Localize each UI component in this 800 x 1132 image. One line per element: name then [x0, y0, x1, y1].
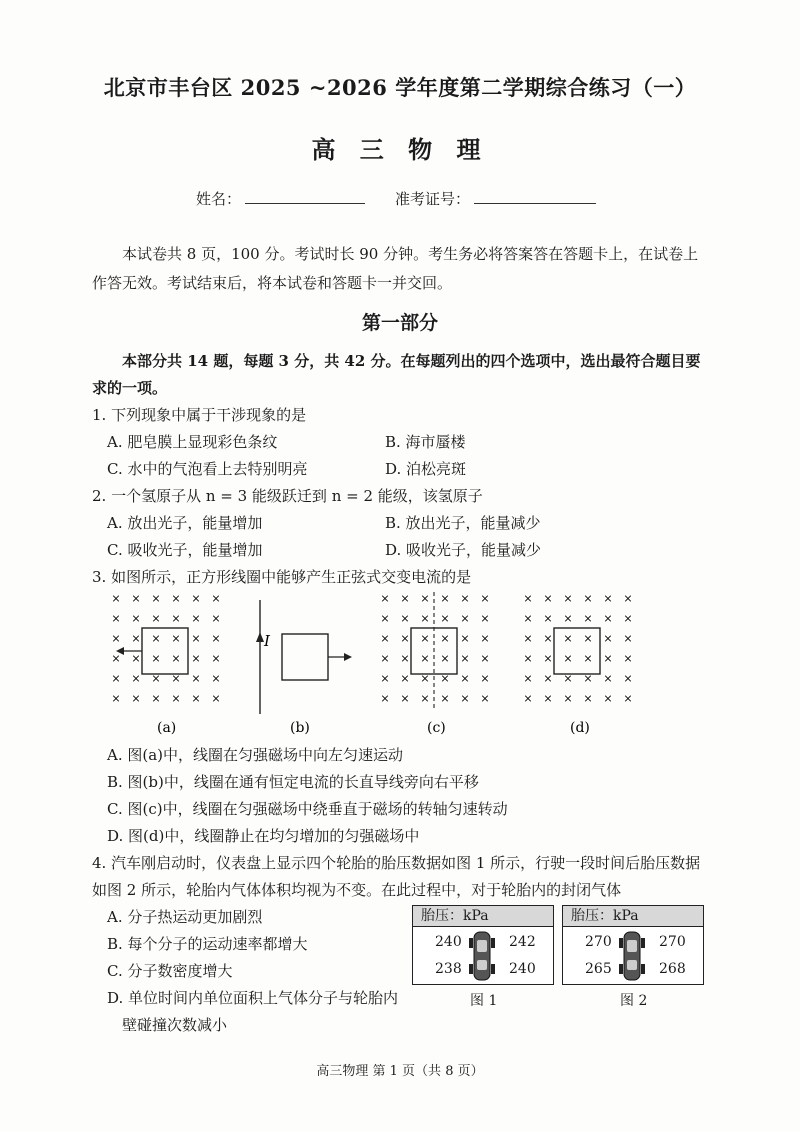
q3-option-d: D. 图(d)中，线圈静止在均匀增加的匀强磁场中 [107, 827, 420, 845]
field-mark: × [191, 672, 201, 685]
field-mark: × [440, 652, 450, 665]
field-mark: × [380, 632, 390, 645]
q1-option-c: C. 水中的气泡看上去特别明亮 [107, 460, 308, 478]
figure-d [523, 592, 632, 705]
fig-label-d: (d) [570, 720, 590, 736]
field-mark: × [480, 632, 490, 645]
fig1-caption: 图 1 [470, 993, 498, 1009]
id-field [395, 188, 596, 209]
field-mark: × [603, 632, 613, 645]
q3-option-b: B. 图(b)中，线圈在通有恒定电流的长直导线旁向右平移 [107, 773, 479, 791]
fig-label-a: (a) [157, 720, 177, 736]
field-mark: × [523, 632, 533, 645]
field-mark: × [583, 692, 593, 705]
coil-b [282, 634, 328, 680]
field-mark: × [460, 632, 470, 645]
field-mark: × [151, 692, 161, 705]
field-mark: × [480, 672, 490, 685]
field-mark: × [623, 692, 633, 705]
figure-b [256, 600, 352, 714]
fig2-caption: 图 2 [620, 993, 648, 1009]
field-mark: × [191, 592, 201, 605]
field-mark: × [111, 612, 121, 625]
field-mark: × [400, 632, 410, 645]
field-mark: × [623, 592, 633, 605]
field-mark: × [400, 592, 410, 605]
subject-title: 高 三 物 理 [311, 135, 489, 164]
field-mark: × [603, 592, 613, 605]
id-label: 准考证号： [395, 190, 471, 208]
q2-stem: 2. 一个氢原子从 n = 3 能级跃迁到 n = 2 能级，该氢原子 [92, 487, 483, 505]
field-mark: × [523, 652, 533, 665]
field-mark: × [131, 672, 141, 685]
field-mark: × [623, 632, 633, 645]
q2-option-b: B. 放出光子，能量减少 [385, 514, 541, 532]
field-mark: × [460, 672, 470, 685]
field-mark: × [623, 672, 633, 685]
field-mark: × [603, 652, 613, 665]
fig2-front-right: 270 [659, 934, 686, 950]
field-mark: × [563, 672, 573, 685]
field-mark: × [440, 612, 450, 625]
q4-option-c: C. 分子数密度增大 [107, 962, 233, 980]
field-mark: × [563, 652, 573, 665]
field-mark: × [583, 632, 593, 645]
field-mark: × [543, 672, 553, 685]
square-coil [142, 628, 188, 674]
field-mark: × [171, 652, 181, 665]
field-mark: × [603, 692, 613, 705]
fig-label-c: (c) [427, 720, 446, 736]
field-mark: × [380, 672, 390, 685]
field-mark: × [400, 672, 410, 685]
field-mark: × [440, 632, 450, 645]
field-mark: × [171, 692, 181, 705]
field-mark: × [380, 612, 390, 625]
field-mark: × [380, 692, 390, 705]
q1-option-b: B. 海市蜃楼 [385, 433, 466, 451]
field-mark: × [583, 652, 593, 665]
field-mark: × [603, 672, 613, 685]
field-mark: × [480, 652, 490, 665]
field-mark: × [211, 672, 221, 685]
car-icon [619, 930, 645, 982]
field-mark: × [380, 652, 390, 665]
q2-option-d: D. 吸收光子，能量减少 [385, 541, 542, 559]
fig2-rear-right: 268 [659, 961, 686, 977]
q1-option-d: D. 泊松亮斑 [385, 460, 467, 478]
field-mark: × [111, 692, 121, 705]
fig1-rear-left: 238 [435, 961, 462, 977]
q4-option-d-cont: 壁碰撞次数减小 [122, 1016, 228, 1034]
field-mark: × [151, 592, 161, 605]
tire-pressure-panel-1 [412, 905, 554, 985]
q4-option-a: A. 分子热运动更加剧烈 [107, 908, 263, 926]
field-mark: × [543, 632, 553, 645]
gauge-title-2: 胎压：kPa [563, 906, 703, 927]
field-mark: × [111, 632, 121, 645]
field-mark: × [480, 692, 490, 705]
field-mark: × [623, 612, 633, 625]
field-mark: × [211, 612, 221, 625]
field-mark: × [583, 612, 593, 625]
q3-option-c: C. 图(c)中，线圈在匀强磁场中绕垂直于磁场的转轴匀速转动 [107, 800, 508, 818]
field-mark: × [440, 592, 450, 605]
field-mark: × [111, 672, 121, 685]
q4-option-b: B. 每个分子的运动速率都增大 [107, 935, 308, 953]
field-mark: × [543, 652, 553, 665]
field-mark: × [543, 592, 553, 605]
fig-label-b: (b) [290, 720, 310, 736]
field-mark: × [563, 592, 573, 605]
exam-notice: 本试卷共 8 页，100 分。考试时长 90 分钟。考生务必将答案答在答题卡上，在试卷上作答无效。考试结束后，将本试卷和答题卡一并交回。 [92, 245, 699, 292]
field-mark: × [420, 612, 430, 625]
field-mark: × [111, 592, 121, 605]
field-mark: × [211, 652, 221, 665]
field-mark: × [171, 672, 181, 685]
field-mark: × [480, 612, 490, 625]
field-mark: × [460, 652, 470, 665]
field-mark: × [131, 612, 141, 625]
q1-option-a: A. 肥皂膜上显现彩色条纹 [107, 433, 278, 451]
field-mark: × [563, 692, 573, 705]
field-mark: × [523, 592, 533, 605]
field-mark: × [460, 592, 470, 605]
field-mark: × [400, 652, 410, 665]
fig2-rear-left: 265 [585, 961, 612, 977]
q2-option-a: A. 放出光子，能量增加 [107, 514, 263, 532]
q3-figures [100, 590, 660, 740]
field-mark: × [583, 592, 593, 605]
field-mark: × [460, 612, 470, 625]
field-mark: × [400, 612, 410, 625]
current-label: I [264, 632, 270, 650]
fig1-rear-right: 240 [509, 961, 536, 977]
square-coil [554, 628, 600, 674]
q4-stem-line1: 4. 汽车刚启动时，仪表盘上显示四个轮胎的胎压数据如图 1 所示，行驶一段时间后胎压数据 [92, 854, 701, 872]
field-mark: × [603, 612, 613, 625]
field-mark: × [480, 592, 490, 605]
page-footer: 高三物理 第 1 页（共 8 页） [316, 1064, 484, 1079]
field-mark: × [583, 672, 593, 685]
field-mark: × [440, 692, 450, 705]
fig1-front-right: 242 [509, 934, 536, 950]
field-mark: × [211, 632, 221, 645]
field-mark: × [151, 652, 161, 665]
field-mark: × [171, 612, 181, 625]
field-mark: × [191, 612, 201, 625]
field-mark: × [151, 672, 161, 685]
field-mark: × [523, 672, 533, 685]
name-field [196, 188, 365, 209]
field-mark: × [420, 672, 430, 685]
q4-option-d: D. 单位时间内单位面积上气体分子与轮胎内 [107, 989, 399, 1007]
name-label: 姓名： [196, 190, 242, 208]
id-blank [474, 189, 596, 204]
q1-stem: 1. 下列现象中属于干涉现象的是 [92, 406, 307, 424]
field-mark: × [111, 652, 121, 665]
q2-option-c: C. 吸收光子，能量增加 [107, 541, 263, 559]
gauge-title-1: 胎压：kPa [413, 906, 553, 927]
field-mark: × [523, 692, 533, 705]
field-mark: × [563, 612, 573, 625]
field-mark: × [191, 692, 201, 705]
field-mark: × [191, 652, 201, 665]
field-mark: × [440, 672, 450, 685]
section-title: 第一部分 [361, 312, 438, 334]
field-mark: × [623, 652, 633, 665]
field-mark: × [563, 632, 573, 645]
field-mark: × [171, 632, 181, 645]
field-mark: × [191, 632, 201, 645]
field-mark: × [131, 692, 141, 705]
field-mark: × [171, 592, 181, 605]
field-mark: × [543, 692, 553, 705]
tire-pressure-panel-2 [562, 905, 704, 985]
field-mark: × [380, 592, 390, 605]
field-mark: × [131, 632, 141, 645]
field-mark: × [543, 612, 553, 625]
field-mark: × [420, 652, 430, 665]
figure-a [111, 592, 220, 705]
field-mark: × [131, 652, 141, 665]
field-mark: × [420, 632, 430, 645]
car-icon [469, 930, 495, 982]
name-blank [245, 189, 365, 204]
field-mark: × [420, 592, 430, 605]
fig2-front-left: 270 [585, 934, 612, 950]
exam-title: 北京市丰台区 2025 ~2026 学年度第二学期综合练习（一） [103, 75, 697, 100]
field-mark: × [420, 692, 430, 705]
field-mark: × [131, 592, 141, 605]
section-instruction: 本部分共 14 题，每题 3 分，共 42 分。在每题列出的四个选项中，选出最符合题目要求的一项。 [92, 352, 701, 397]
q4-stem-line2: 如图 2 所示，轮胎内气体体积均视为不变。在此过程中，对于轮胎内的封闭气体 [92, 881, 622, 899]
field-mark: × [211, 592, 221, 605]
field-mark: × [151, 632, 161, 645]
field-mark: × [460, 692, 470, 705]
field-mark: × [400, 692, 410, 705]
field-mark: × [151, 612, 161, 625]
field-mark: × [211, 692, 221, 705]
fig1-front-left: 240 [435, 934, 462, 950]
q3-stem: 3. 如图所示，正方形线圈中能够产生正弦式交变电流的是 [92, 568, 472, 586]
figure-c [380, 592, 489, 710]
q3-option-a: A. 图(a)中，线圈在匀强磁场中向左匀速运动 [107, 746, 404, 764]
field-mark: × [523, 612, 533, 625]
